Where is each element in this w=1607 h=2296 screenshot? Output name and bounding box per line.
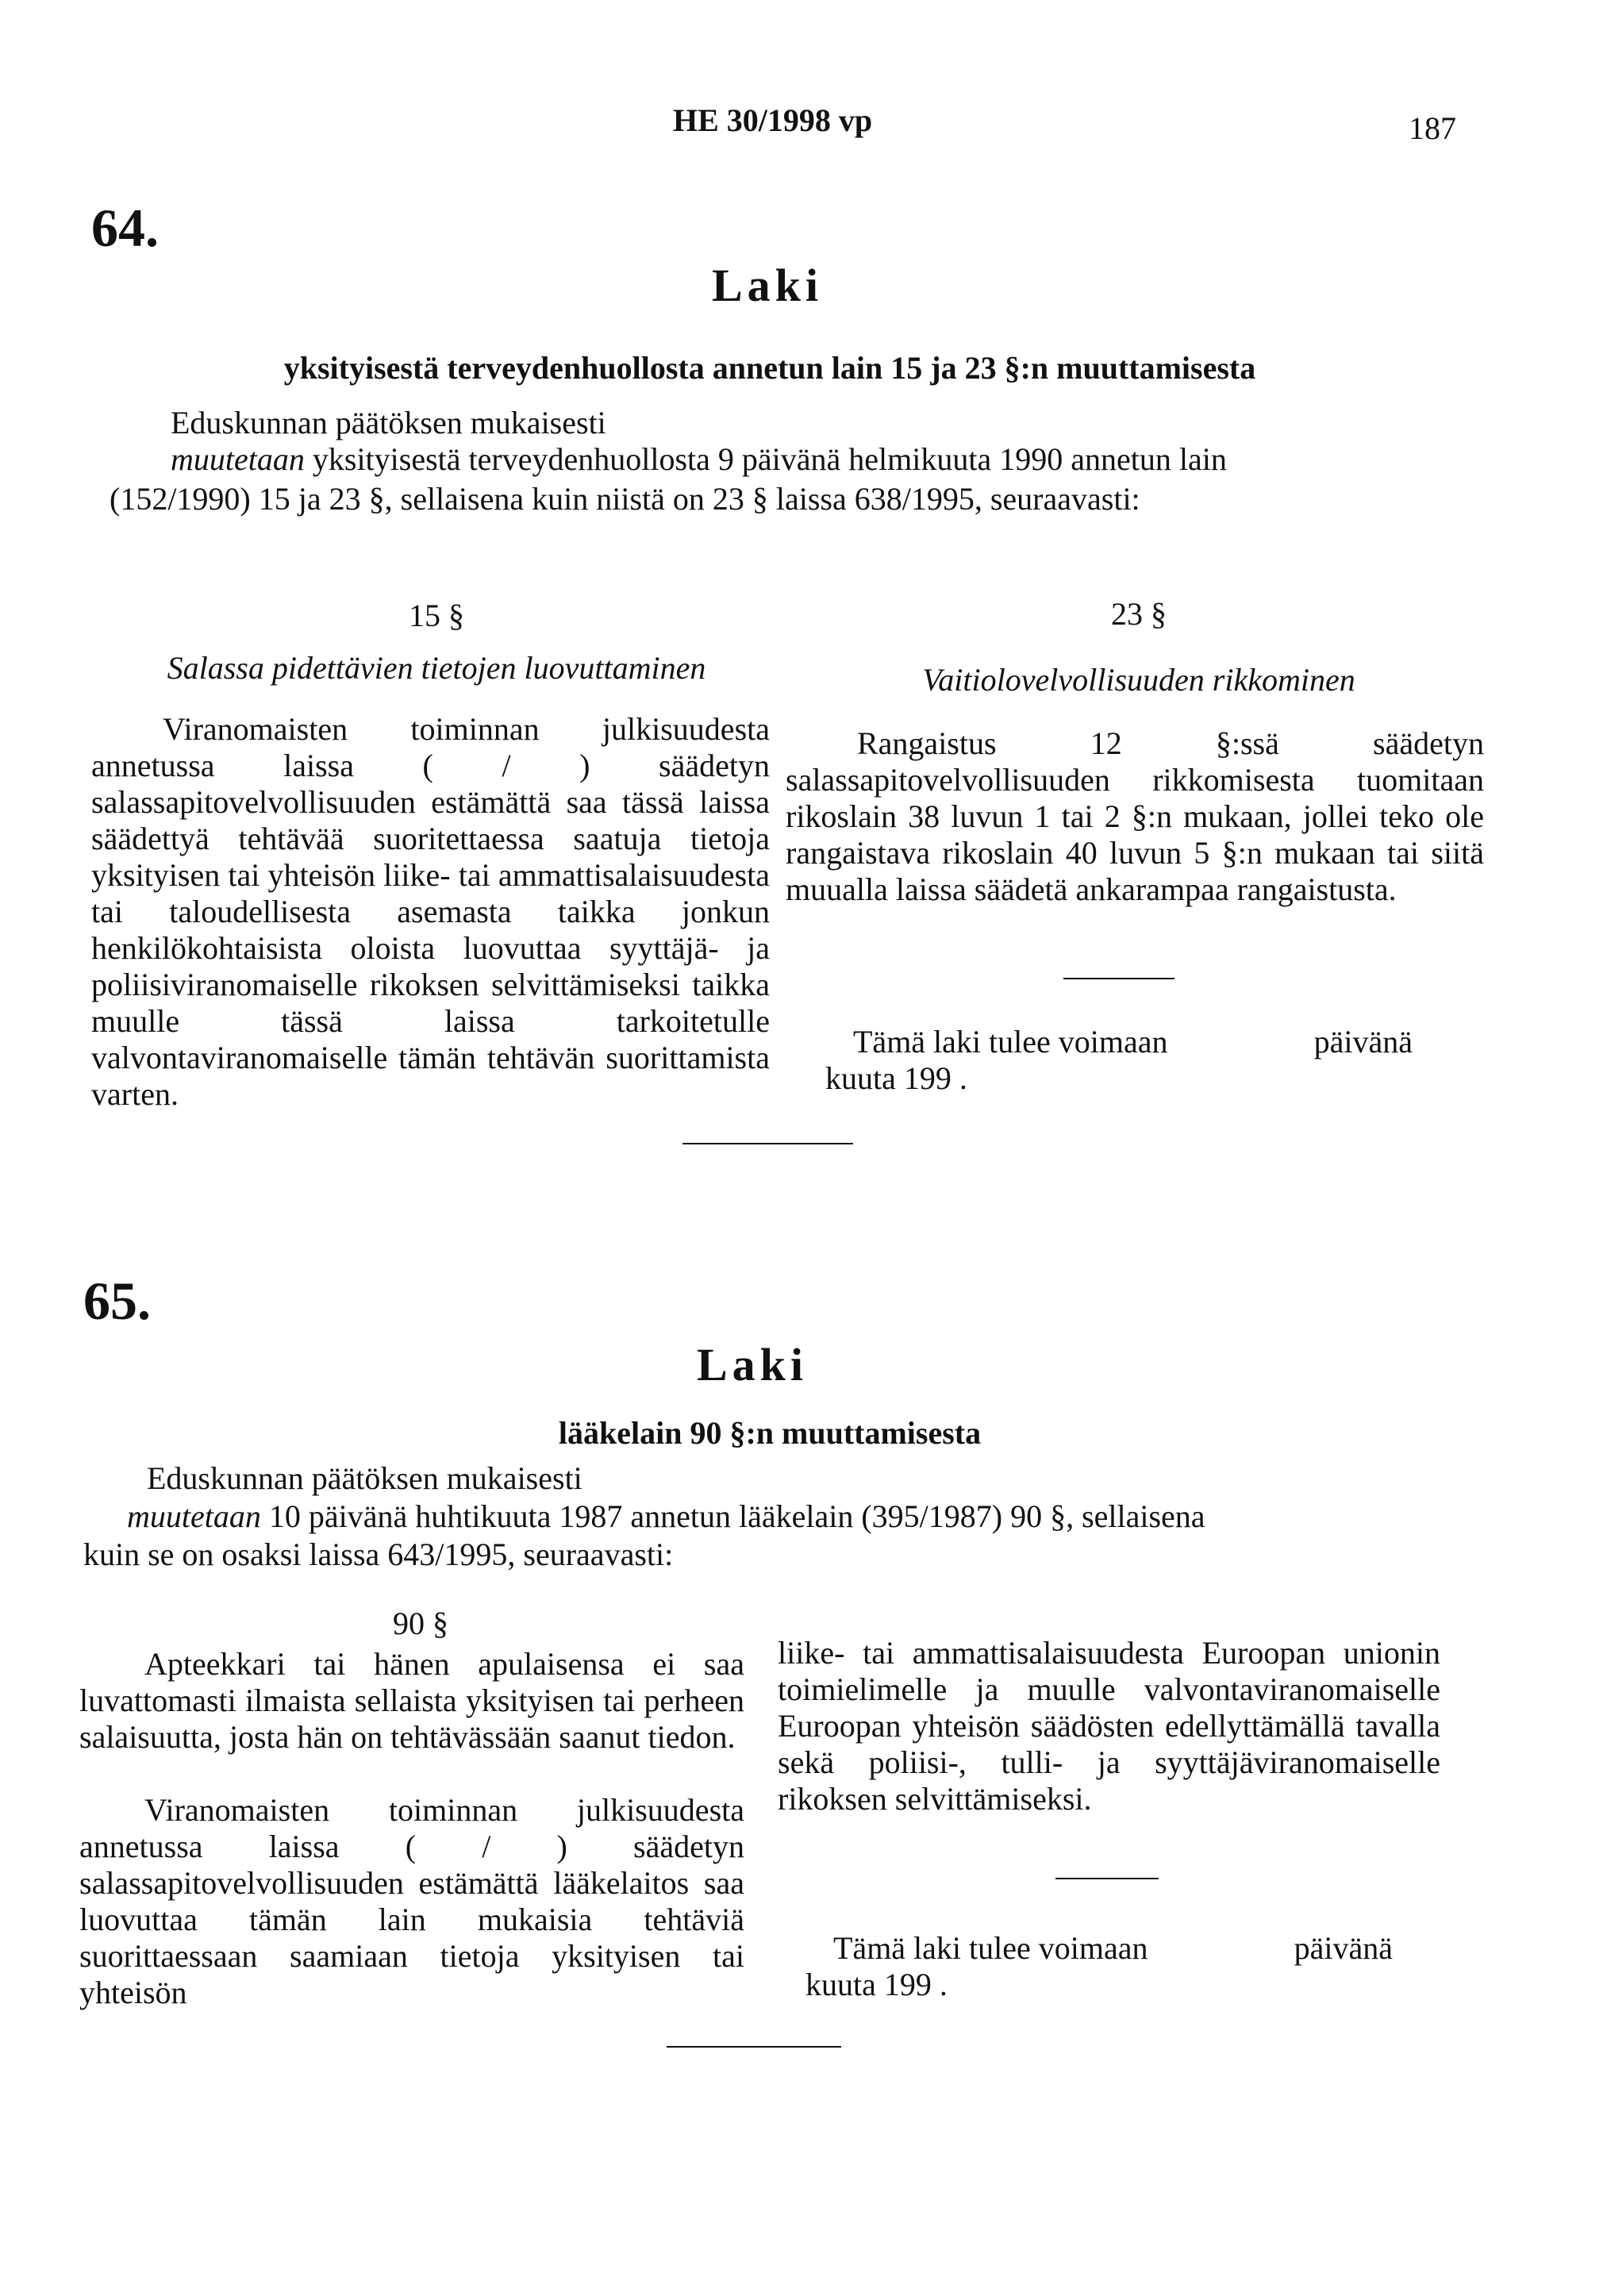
entry-into-force-day: päivänä xyxy=(1294,1930,1393,1966)
law-65-title: Laki xyxy=(696,1339,809,1390)
section-15-number: 15 § xyxy=(409,598,464,633)
law-65-end-rule xyxy=(667,2046,841,2048)
law-64-intro-line1: Eduskunnan päätöksen mukaisesti xyxy=(171,405,606,440)
law-65-subtitle: lääkelain 90 §:n muuttamisesta xyxy=(558,1415,982,1451)
running-title: HE 30/1998 vp xyxy=(673,102,873,138)
entry-into-force-text: Tämä laki tulee voimaan xyxy=(853,1024,1168,1060)
section-90-continuation: liike- tai ammattisalaisuudesta Euroopan unionin toimielimelle ja muulle valvontaviranomaiselle Euroopan yhteisön säädösten edellyttämällä tavalla sekä poliisi-, tulli- ja syyttäjäviranomaiselle rikoksen selvittämiseksi. xyxy=(778,1635,1440,1817)
law-65-intro-line3: kuin se on osaksi laissa 643/1995, seuraavasti: xyxy=(83,1536,674,1572)
law-65-intro-line1: Eduskunnan päätöksen mukaisesti xyxy=(147,1460,582,1496)
section-90-number: 90 § xyxy=(393,1606,448,1641)
entry-into-force-month: kuuta 199 . xyxy=(825,1060,967,1096)
entry-into-force-day: päivänä xyxy=(1313,1024,1413,1060)
law-64-intro-text: yksityisestä terveydenhuollosta 9 päivänä helmikuuta 1990 annetun lain xyxy=(312,441,1227,477)
law-64-intro-verb: muutetaan xyxy=(171,441,305,477)
section-divider xyxy=(1063,978,1174,979)
law-64-title: Laki xyxy=(711,260,824,311)
law-64-entry-into-force xyxy=(825,1024,1413,1097)
page-number: 187 xyxy=(1409,110,1456,146)
section-15-title: Salassa pidettävien tietojen luovuttaminen xyxy=(167,650,706,686)
entry-into-force-text: Tämä laki tulee voimaan xyxy=(833,1930,1148,1966)
section-15-text: Viranomaisten toiminnan julkisuudesta annetussa laissa ( / ) säädetyn salassapitovelvollisuuden estämättä saa tässä laissa säädettyä tehtävää suoritettaessa saatuja tietoja yksityisen tai yhteisön liike- tai ammattisalaisuudesta tai taloudellisesta asemasta taikka jonkun henkilökohtaisista oloista luovuttaa syyttäjä- ja poliisiviranomaiselle rikoksen selvittämiseksi taikka muulle tässä laissa tarkoitetulle valvontaviranomaiselle tämän tehtävän suorittamista varten. xyxy=(91,711,770,1112)
law-65-intro-line2 xyxy=(127,1498,1524,1535)
section-90-para2: Viranomaisten toiminnan julkisuudesta annetussa laissa ( / ) säädetyn salassapitovelvollisuuden estämättä lääkelaitos saa luovuttaa tämän lain mukaisia tehtäviä suorittaessaan saamiaan tietoja yksityisen tai yhteisön xyxy=(79,1792,744,2010)
law-64-subtitle: yksityisestä terveydenhuollosta annetun lain 15 ja 23 §:n muuttamisesta xyxy=(283,350,1256,386)
section-90-para1: Apteekkari tai hänen apulaisensa ei saa luvattomasti ilmaista sellaista yksityisen tai perheen salaisuutta, josta hän on tehtävässään saanut tiedon. xyxy=(79,1646,744,1755)
law-number-65: 65. xyxy=(83,1271,151,1331)
law-65-intro-text: 10 päivänä huhtikuuta 1987 annetun lääkelain (395/1987) 90 §, sellaisena xyxy=(268,1498,1205,1534)
law-64-intro-line3: (152/1990) 15 ja 23 §, sellaisena kuin niistä on 23 § laissa 638/1995, seuraavasti: xyxy=(110,481,1140,517)
section-23-text: Rangaistus 12 §:ssä säädetyn salassapitovelvollisuuden rikkomisesta tuomitaan rikoslain 38 luvun 1 tai 2 §:n mukaan, jollei teko ole rangaistava rikoslain 40 luvun 5 §:n mukaan tai siitä muualla laissa säädetä ankarampaa rangaistusta. xyxy=(786,725,1484,907)
law-64-end-rule xyxy=(682,1143,853,1144)
section-23-number: 23 § xyxy=(1111,596,1167,632)
entry-into-force-row xyxy=(805,1930,1393,1967)
entry-into-force-month: kuuta 199 . xyxy=(805,1967,948,2002)
law-64-intro-line2 xyxy=(171,441,1520,478)
entry-into-force-row xyxy=(825,1024,1413,1060)
law-number-64: 64. xyxy=(91,198,159,258)
law-65-intro-verb: muutetaan xyxy=(127,1498,261,1534)
law-65-entry-into-force xyxy=(805,1930,1393,2003)
section-23-title: Vaitiolovelvollisuuden rikkominen xyxy=(922,662,1355,698)
section-divider xyxy=(1055,1878,1159,1879)
